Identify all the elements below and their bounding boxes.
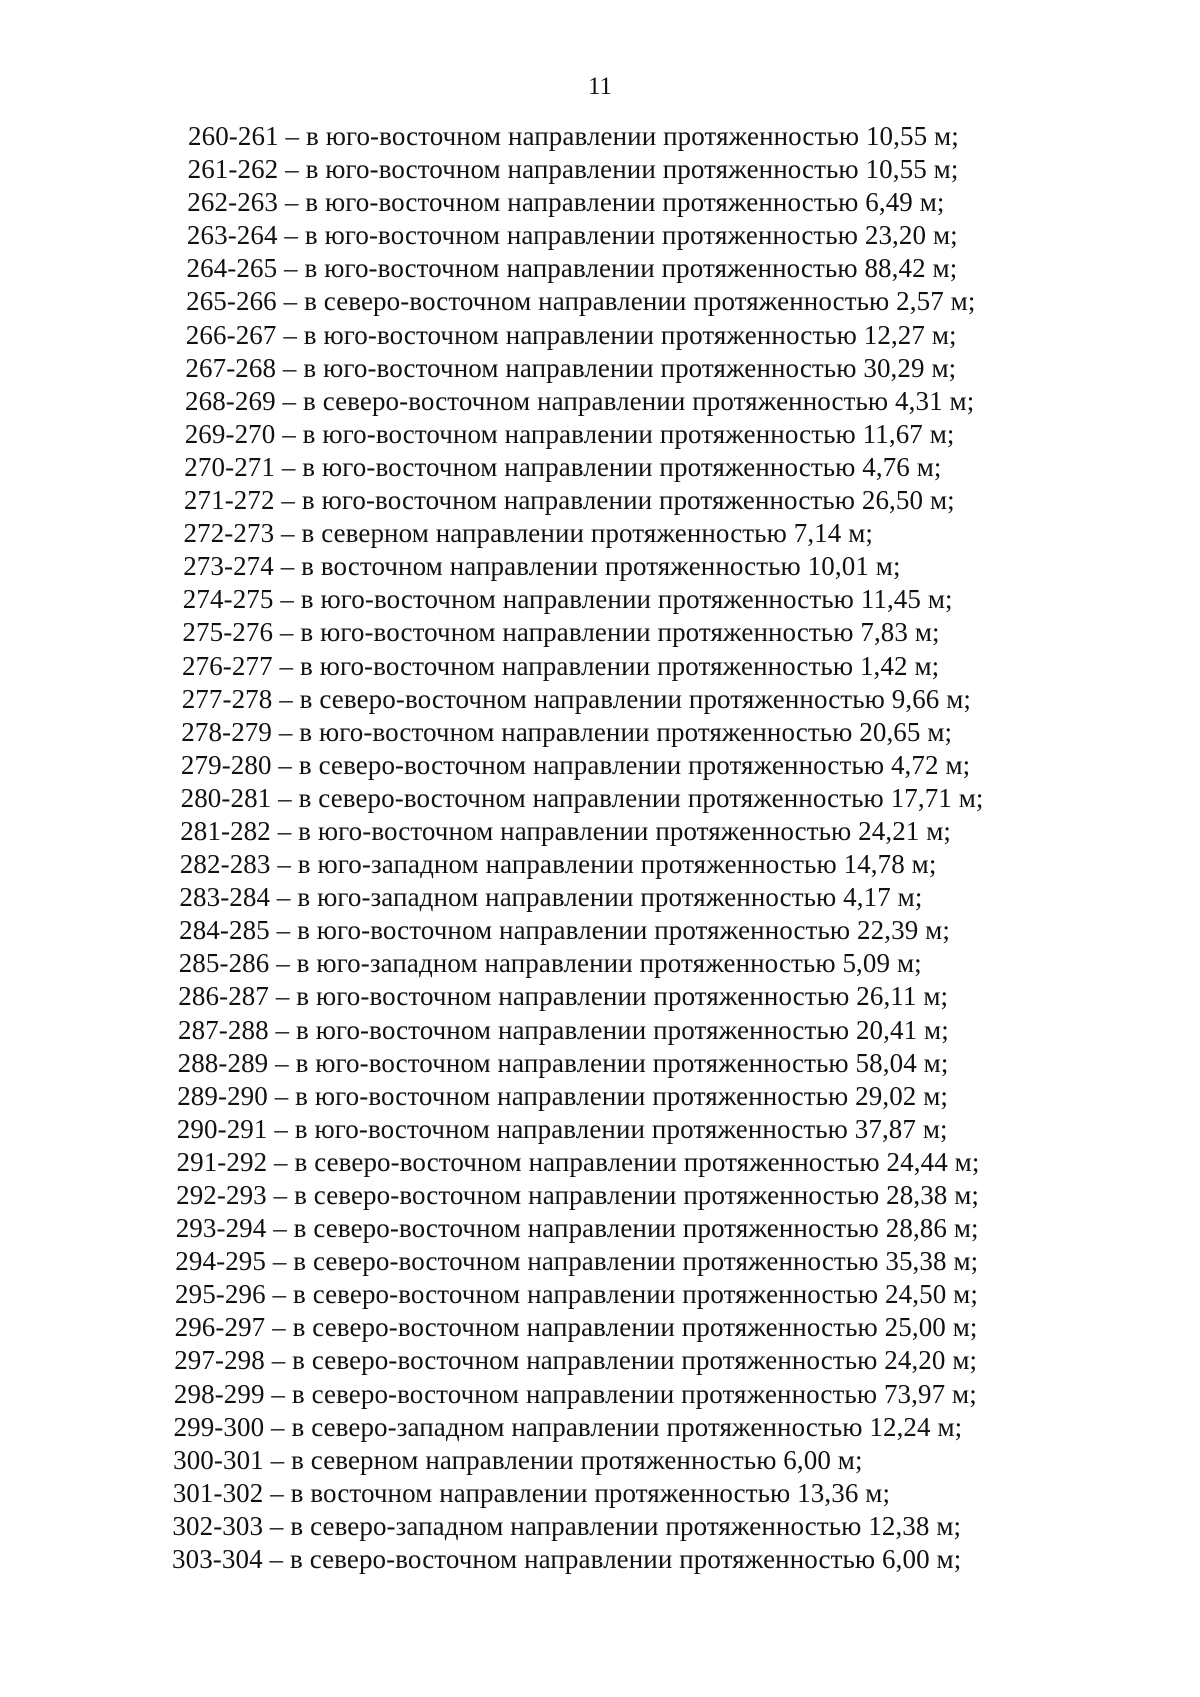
- segment-line: 280-281 – в северо-восточном направлении протяженностью 17,71 м;: [180, 782, 984, 813]
- segment-line: 301-302 – в восточном направлении протяженностью 13,36 м;: [172, 1477, 891, 1508]
- segment-line: 290-291 – в юго-восточном направлении протяженностью 37,87 м;: [176, 1113, 948, 1144]
- segment-line: 275-276 – в юго-восточном направлении протяженностью 7,83 м;: [182, 617, 940, 648]
- segment-line: 271-272 – в юго-восточном направлении протяженностью 26,50 м;: [183, 485, 955, 516]
- segment-line: 294-295 – в северо-восточном направлении протяженностью 35,38 м;: [175, 1246, 979, 1277]
- segment-line: 282-283 – в юго-западном направлении протяженностью 14,78 м;: [179, 849, 937, 880]
- segment-line: 267-268 – в юго-восточном направлении протяженностью 30,29 м;: [185, 352, 957, 383]
- segment-line: 278-279 – в юго-восточном направлении протяженностью 20,65 м;: [181, 716, 953, 747]
- segment-line: 264-265 – в юго-восточном направлении протяженностью 88,42 м;: [186, 253, 958, 284]
- segment-line: 295-296 – в северо-восточном направлении протяженностью 24,50 м;: [175, 1279, 978, 1310]
- boundary-segment-list: [0, 120, 1200, 1576]
- segment-line: 293-294 – в северо-восточном направлении протяженностью 28,86 м;: [175, 1213, 979, 1244]
- segment-line: 303-304 – в северо-восточном направлении протяженностью 6,00 м;: [172, 1544, 962, 1575]
- segment-line: 268-269 – в северо-восточном направлении протяженностью 4,31 м;: [185, 385, 975, 416]
- segment-line: 272-273 – в северном направлении протяженностью 7,14 м;: [183, 518, 874, 549]
- segment-line: 274-275 – в юго-восточном направлении протяженностью 11,45 м;: [182, 584, 953, 615]
- segment-line: 281-282 – в юго-восточном направлении протяженностью 24,21 м;: [180, 815, 952, 846]
- segment-line: 283-284 – в юго-западном направлении протяженностью 4,17 м;: [179, 882, 923, 913]
- segment-line: 284-285 – в юго-восточном направлении протяженностью 22,39 м;: [179, 915, 950, 946]
- segment-line: 260-261 – в юго-восточном направлении протяженностью 10,55 м;: [188, 121, 959, 151]
- segment-line: 300-301 – в северном направлении протяженностью 6,00 м;: [173, 1444, 863, 1475]
- segment-line: 269-270 – в юго-восточном направлении протяженностью 11,67 м;: [184, 418, 955, 449]
- segment-line: 299-300 – в северо-западном направлении протяженностью 12,24 м;: [173, 1411, 963, 1442]
- segment-line: 286-287 – в юго-восточном направлении протяженностью 26,11 м;: [178, 981, 949, 1012]
- segment-line: 266-267 – в юго-восточном направлении протяженностью 12,27 м;: [185, 319, 957, 350]
- segment-line: 287-288 – в юго-восточном направлении протяженностью 20,41 м;: [178, 1014, 949, 1045]
- segment-line: 261-262 – в юго-восточном направлении протяженностью 10,55 м;: [187, 154, 959, 185]
- segment-line: 276-277 – в юго-восточном направлении протяженностью 1,42 м;: [182, 650, 940, 681]
- segment-line: 285-286 – в юго-западном направлении протяженностью 5,09 м;: [178, 948, 922, 979]
- segment-line: 289-290 – в юго-восточном направлении протяженностью 29,02 м;: [177, 1080, 949, 1111]
- segment-line: 263-264 – в юго-восточном направлении протяженностью 23,20 м;: [186, 220, 958, 251]
- segment-line: 265-266 – в северо-восточном направлении протяженностью 2,57 м;: [186, 286, 976, 317]
- segment-line: 302-303 – в северо-западном направлении протяженностью 12,38 м;: [172, 1510, 962, 1541]
- segment-line: 273-274 – в восточном направлении протяженностью 10,01 м;: [183, 551, 901, 582]
- segment-line: 270-271 – в юго-восточном направлении протяженностью 4,76 м;: [184, 451, 942, 482]
- page-number: 11: [587, 73, 613, 100]
- segment-line: 277-278 – в северо-восточном направлении протяженностью 9,66 м;: [181, 683, 972, 714]
- segment-line: 291-292 – в северо-восточном направлении протяженностью 24,44 м;: [176, 1146, 980, 1177]
- segment-line: 297-298 – в северо-восточном направлении протяженностью 24,20 м;: [174, 1345, 978, 1376]
- segment-line: 298-299 – в северо-восточном направлении протяженностью 73,97 м;: [173, 1378, 977, 1409]
- segment-line: 279-280 – в северо-восточном направлении протяженностью 4,72 м;: [180, 749, 971, 780]
- segment-line: 292-293 – в северо-восточном направлении протяженностью 28,38 м;: [176, 1180, 980, 1210]
- segment-line: 296-297 – в северо-восточном направлении протяженностью 25,00 м;: [174, 1312, 978, 1343]
- segment-line: 262-263 – в юго-восточном направлении протяженностью 6,49 м;: [187, 187, 945, 218]
- segment-line: 288-289 – в юго-восточном направлении протяженностью 58,04 м;: [177, 1047, 949, 1078]
